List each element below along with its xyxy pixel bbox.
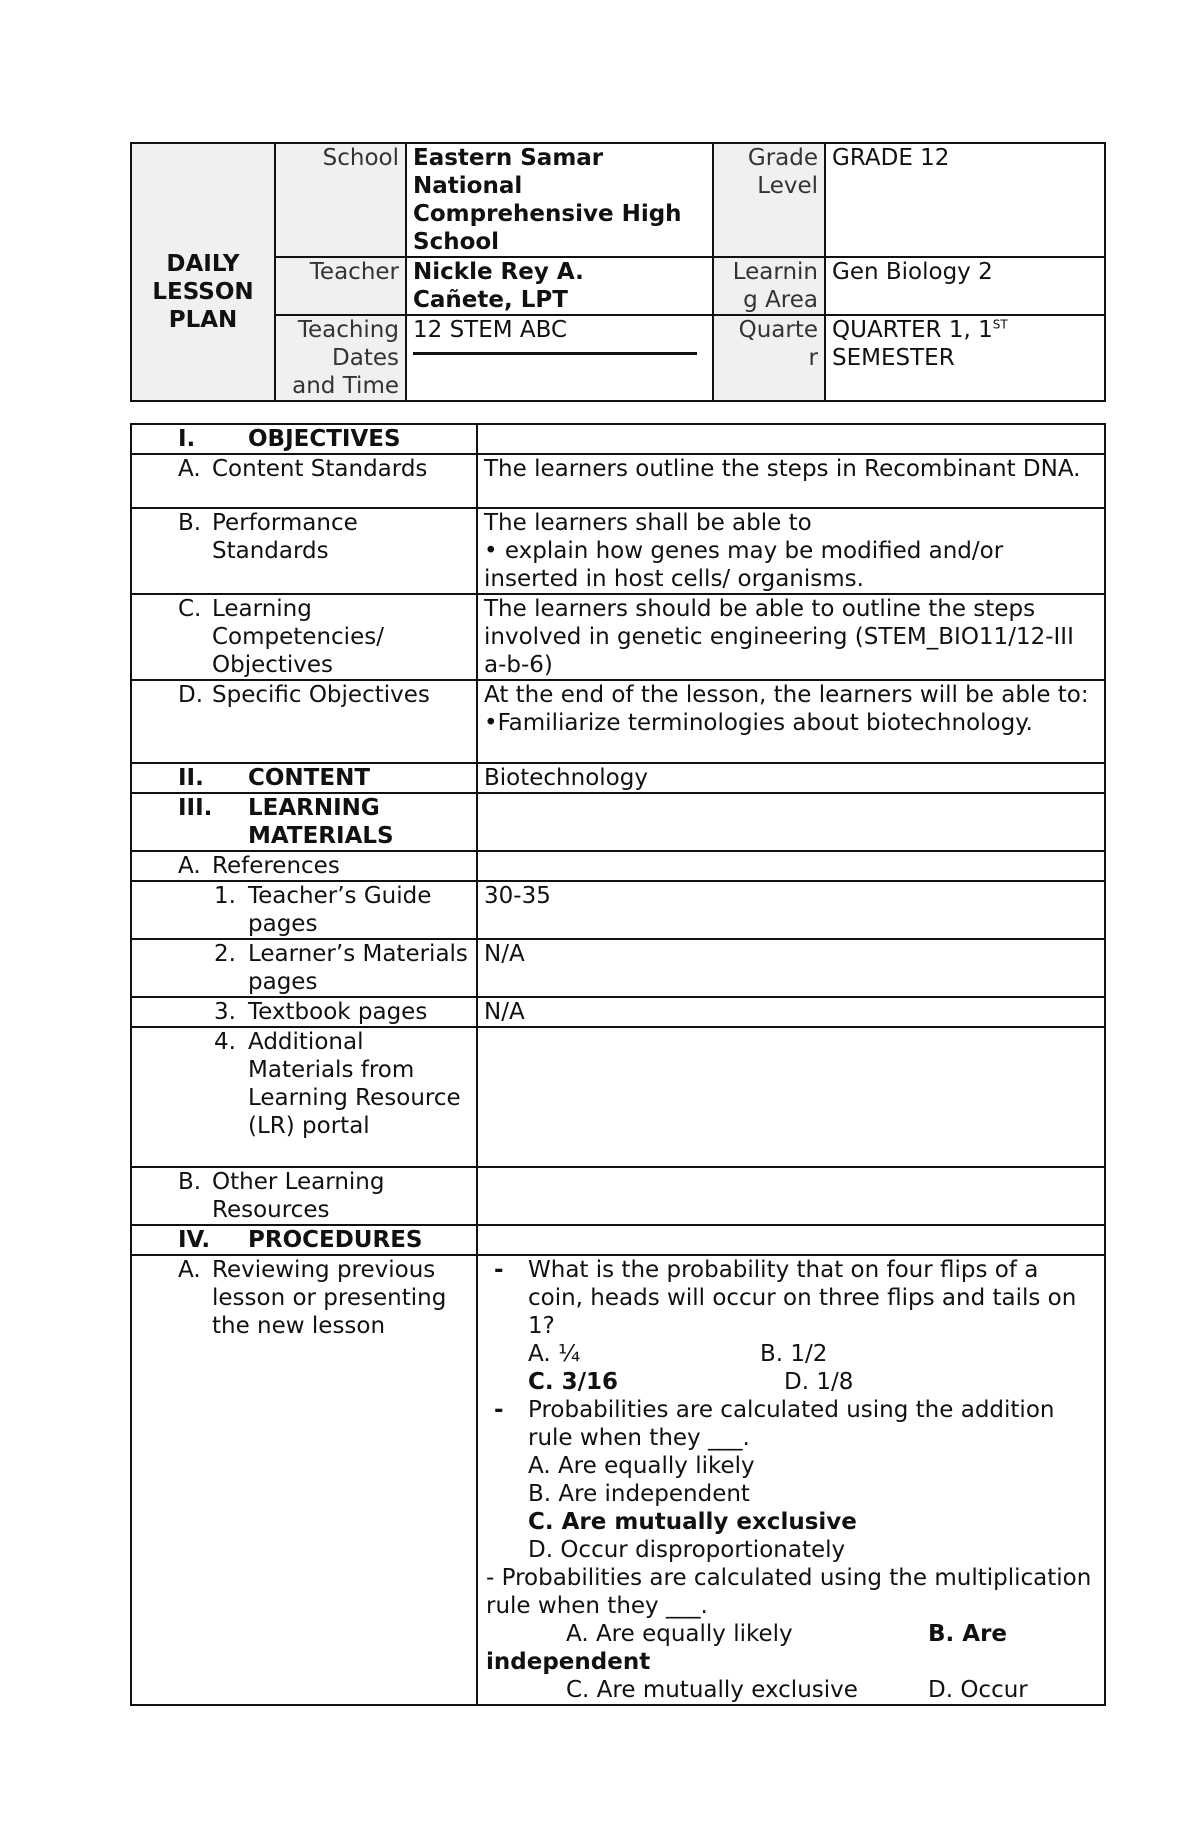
option-correct: B. Are independent bbox=[486, 1621, 1008, 1675]
question-text: - Probabilities are calculated using the multiplication rule when they ___. bbox=[486, 1565, 1092, 1619]
quarter-label bbox=[713, 315, 825, 401]
table-row bbox=[131, 1167, 1105, 1225]
material-label bbox=[131, 881, 477, 939]
item-text: Teacher’s Guide pages bbox=[248, 883, 432, 937]
area-label bbox=[713, 257, 825, 315]
option-row bbox=[486, 1452, 1098, 1508]
section-num: II. bbox=[178, 765, 204, 791]
question-text: Probabilities are calculated using the addition rule when they ___. bbox=[528, 1397, 1055, 1451]
quarter-text: QUARTER 1, 1 bbox=[832, 317, 993, 343]
table-row bbox=[131, 997, 1105, 1027]
item-letter: B. bbox=[178, 1169, 202, 1195]
objective-value: The learners outline the steps in Recombinant DNA. bbox=[477, 454, 1105, 508]
grade-label-line: Level bbox=[757, 173, 818, 199]
item-letter: A. bbox=[178, 1257, 201, 1283]
objective-label bbox=[131, 680, 477, 763]
empty-cell bbox=[477, 424, 1105, 454]
empty-cell bbox=[477, 1225, 1105, 1255]
dlp-title-line: LESSON bbox=[152, 279, 254, 305]
area-label-line: Learnin bbox=[732, 259, 818, 285]
item-num: 2. bbox=[214, 941, 236, 967]
grade-label bbox=[713, 143, 825, 257]
objective-value: The learners should be able to outline the steps involved in genetic engineering (STEM_BIO11/12-III a-b-6) bbox=[477, 594, 1105, 680]
option: C. Are mutually exclusive bbox=[566, 1677, 858, 1703]
item-letter: D. bbox=[178, 682, 204, 708]
table-row bbox=[131, 454, 1105, 508]
option-row bbox=[486, 1508, 1098, 1564]
item-text: Reviewing previous lesson or presenting the new lesson bbox=[212, 1257, 447, 1339]
review-label bbox=[131, 1255, 477, 1705]
dlp-title bbox=[131, 143, 275, 401]
table-row bbox=[131, 680, 1105, 763]
school-line: Comprehensive High bbox=[413, 201, 682, 227]
empty-cell bbox=[477, 1167, 1105, 1225]
option: B. Are independent bbox=[528, 1481, 750, 1507]
table-row bbox=[131, 508, 1105, 594]
item-text: Specific Objectives bbox=[212, 682, 430, 708]
section-content bbox=[131, 763, 477, 793]
quarter-label-line: r bbox=[808, 345, 818, 371]
objective-value bbox=[477, 508, 1105, 594]
empty-cell bbox=[477, 793, 1105, 851]
other-resources-label bbox=[131, 1167, 477, 1225]
item-text: Other Learning Resources bbox=[212, 1169, 385, 1223]
option: D. Occur bbox=[928, 1677, 1028, 1703]
teacher-value bbox=[406, 257, 713, 315]
table-row bbox=[131, 939, 1105, 997]
option-row bbox=[486, 1340, 1098, 1368]
section-num: I. bbox=[178, 426, 196, 452]
objective-label bbox=[131, 594, 477, 680]
value-line: At the end of the lesson, the learners will be able to: bbox=[484, 682, 1089, 708]
content-value: Biotechnology bbox=[477, 763, 1105, 793]
objective-label bbox=[131, 508, 477, 594]
area-value: Gen Biology 2 bbox=[825, 257, 1105, 315]
section-num: IV. bbox=[178, 1227, 211, 1253]
references-label bbox=[131, 851, 477, 881]
section-row bbox=[131, 763, 1105, 793]
review-content bbox=[477, 1255, 1105, 1705]
school-line: Eastern Samar bbox=[413, 145, 604, 171]
dates-label-line: and Time bbox=[292, 373, 399, 399]
question-item bbox=[486, 1256, 1098, 1340]
material-value: N/A bbox=[477, 997, 1105, 1027]
section-label: PROCEDURES bbox=[248, 1227, 423, 1253]
dlp-title-line: DAILY bbox=[166, 251, 240, 277]
quarter-sup: ST bbox=[992, 317, 1008, 332]
item-text: Textbook pages bbox=[248, 999, 428, 1025]
dates-label-line: Dates bbox=[332, 345, 399, 371]
objective-label bbox=[131, 454, 477, 508]
section-num: III. bbox=[178, 795, 213, 821]
section-label: CONTENT bbox=[248, 765, 371, 791]
section-label-line: MATERIALS bbox=[248, 823, 394, 849]
item-text: Learner’s Materials pages bbox=[248, 941, 468, 995]
item-letter: C. bbox=[178, 596, 202, 622]
option: D. 1/8 bbox=[784, 1369, 854, 1395]
dash-marker: - bbox=[494, 1257, 504, 1283]
dates-value-text: 12 STEM ABC bbox=[413, 317, 568, 343]
option-row bbox=[486, 1676, 1098, 1704]
school-line: National bbox=[413, 173, 523, 199]
lesson-plan-table bbox=[130, 423, 1106, 1706]
item-letter: A. bbox=[178, 853, 201, 879]
material-label bbox=[131, 997, 477, 1027]
dash-marker: - bbox=[494, 1397, 504, 1423]
value-line: •Familiarize terminologies about biotechnology. bbox=[484, 710, 1033, 736]
section-materials bbox=[131, 793, 477, 851]
material-label bbox=[131, 939, 477, 997]
section-label-line: LEARNING bbox=[248, 795, 380, 821]
table-row bbox=[131, 1255, 1105, 1705]
value-line: The learners shall be able to bbox=[484, 510, 812, 536]
school-line: School bbox=[413, 229, 500, 255]
dates-label bbox=[275, 315, 406, 401]
school-value bbox=[406, 143, 713, 257]
item-letter: A. bbox=[178, 456, 201, 482]
option-correct: C. Are mutually exclusive bbox=[528, 1509, 857, 1535]
table-row bbox=[131, 1027, 1105, 1167]
option: D. Occur disproportionately bbox=[528, 1537, 846, 1563]
area-label-line: g Area bbox=[743, 287, 818, 313]
question-item bbox=[486, 1396, 1098, 1452]
grade-label-line: Grade bbox=[747, 145, 818, 171]
option: A. Are equally likely bbox=[566, 1621, 793, 1647]
option: B. 1/2 bbox=[760, 1341, 828, 1367]
table-row bbox=[131, 594, 1105, 680]
value-line: • explain how genes may be modified and/or inserted in host cells/ organisms. bbox=[484, 538, 1004, 592]
option: A. Are equally likely bbox=[528, 1453, 755, 1479]
quarter-line bbox=[832, 316, 1098, 344]
section-procedures bbox=[131, 1225, 477, 1255]
item-num: 1. bbox=[214, 883, 236, 909]
option-row bbox=[486, 1368, 1098, 1396]
dlp-title-line: PLAN bbox=[168, 307, 238, 333]
teacher-label: Teacher bbox=[275, 257, 406, 315]
teacher-line: Nickle Rey A. bbox=[413, 259, 584, 285]
item-num: 4. bbox=[214, 1029, 236, 1055]
material-value bbox=[477, 1027, 1105, 1167]
item-text: Content Standards bbox=[212, 456, 428, 482]
option-row bbox=[486, 1620, 1098, 1676]
section-label: OBJECTIVES bbox=[248, 426, 401, 452]
option-correct: C. 3/16 bbox=[528, 1369, 619, 1395]
teacher-line: Cañete, LPT bbox=[413, 287, 568, 313]
material-label bbox=[131, 1027, 477, 1167]
table-row bbox=[131, 851, 1105, 881]
material-value: 30-35 bbox=[477, 881, 1105, 939]
quarter-value bbox=[825, 315, 1105, 401]
section-row bbox=[131, 1225, 1105, 1255]
lesson-header-table bbox=[130, 142, 1106, 402]
objective-value bbox=[477, 680, 1105, 763]
empty-cell bbox=[477, 851, 1105, 881]
dates-label-line: Teaching bbox=[297, 317, 399, 343]
item-text: References bbox=[212, 853, 340, 879]
section-row bbox=[131, 793, 1105, 851]
underline-rule bbox=[413, 348, 697, 355]
material-value: N/A bbox=[477, 939, 1105, 997]
item-letter: B. bbox=[178, 510, 202, 536]
school-label: School bbox=[275, 143, 406, 257]
option: A. ¼ bbox=[528, 1341, 581, 1367]
quarter-label-line: Quarte bbox=[738, 317, 818, 343]
item-text: Learning Competencies/ Objectives bbox=[212, 596, 384, 678]
quarter-semester: SEMESTER bbox=[832, 345, 955, 371]
item-num: 3. bbox=[214, 999, 236, 1025]
table-row bbox=[131, 881, 1105, 939]
grade-value: GRADE 12 bbox=[825, 143, 1105, 257]
item-text: Performance Standards bbox=[212, 510, 358, 564]
dates-value bbox=[406, 315, 713, 401]
item-text: Additional Materials from Learning Resource (LR) portal bbox=[248, 1029, 461, 1139]
section-objectives bbox=[131, 424, 477, 454]
section-row bbox=[131, 424, 1105, 454]
question-text: What is the probability that on four flips of a coin, heads will occur on three flips and tails on 1? bbox=[528, 1257, 1077, 1339]
